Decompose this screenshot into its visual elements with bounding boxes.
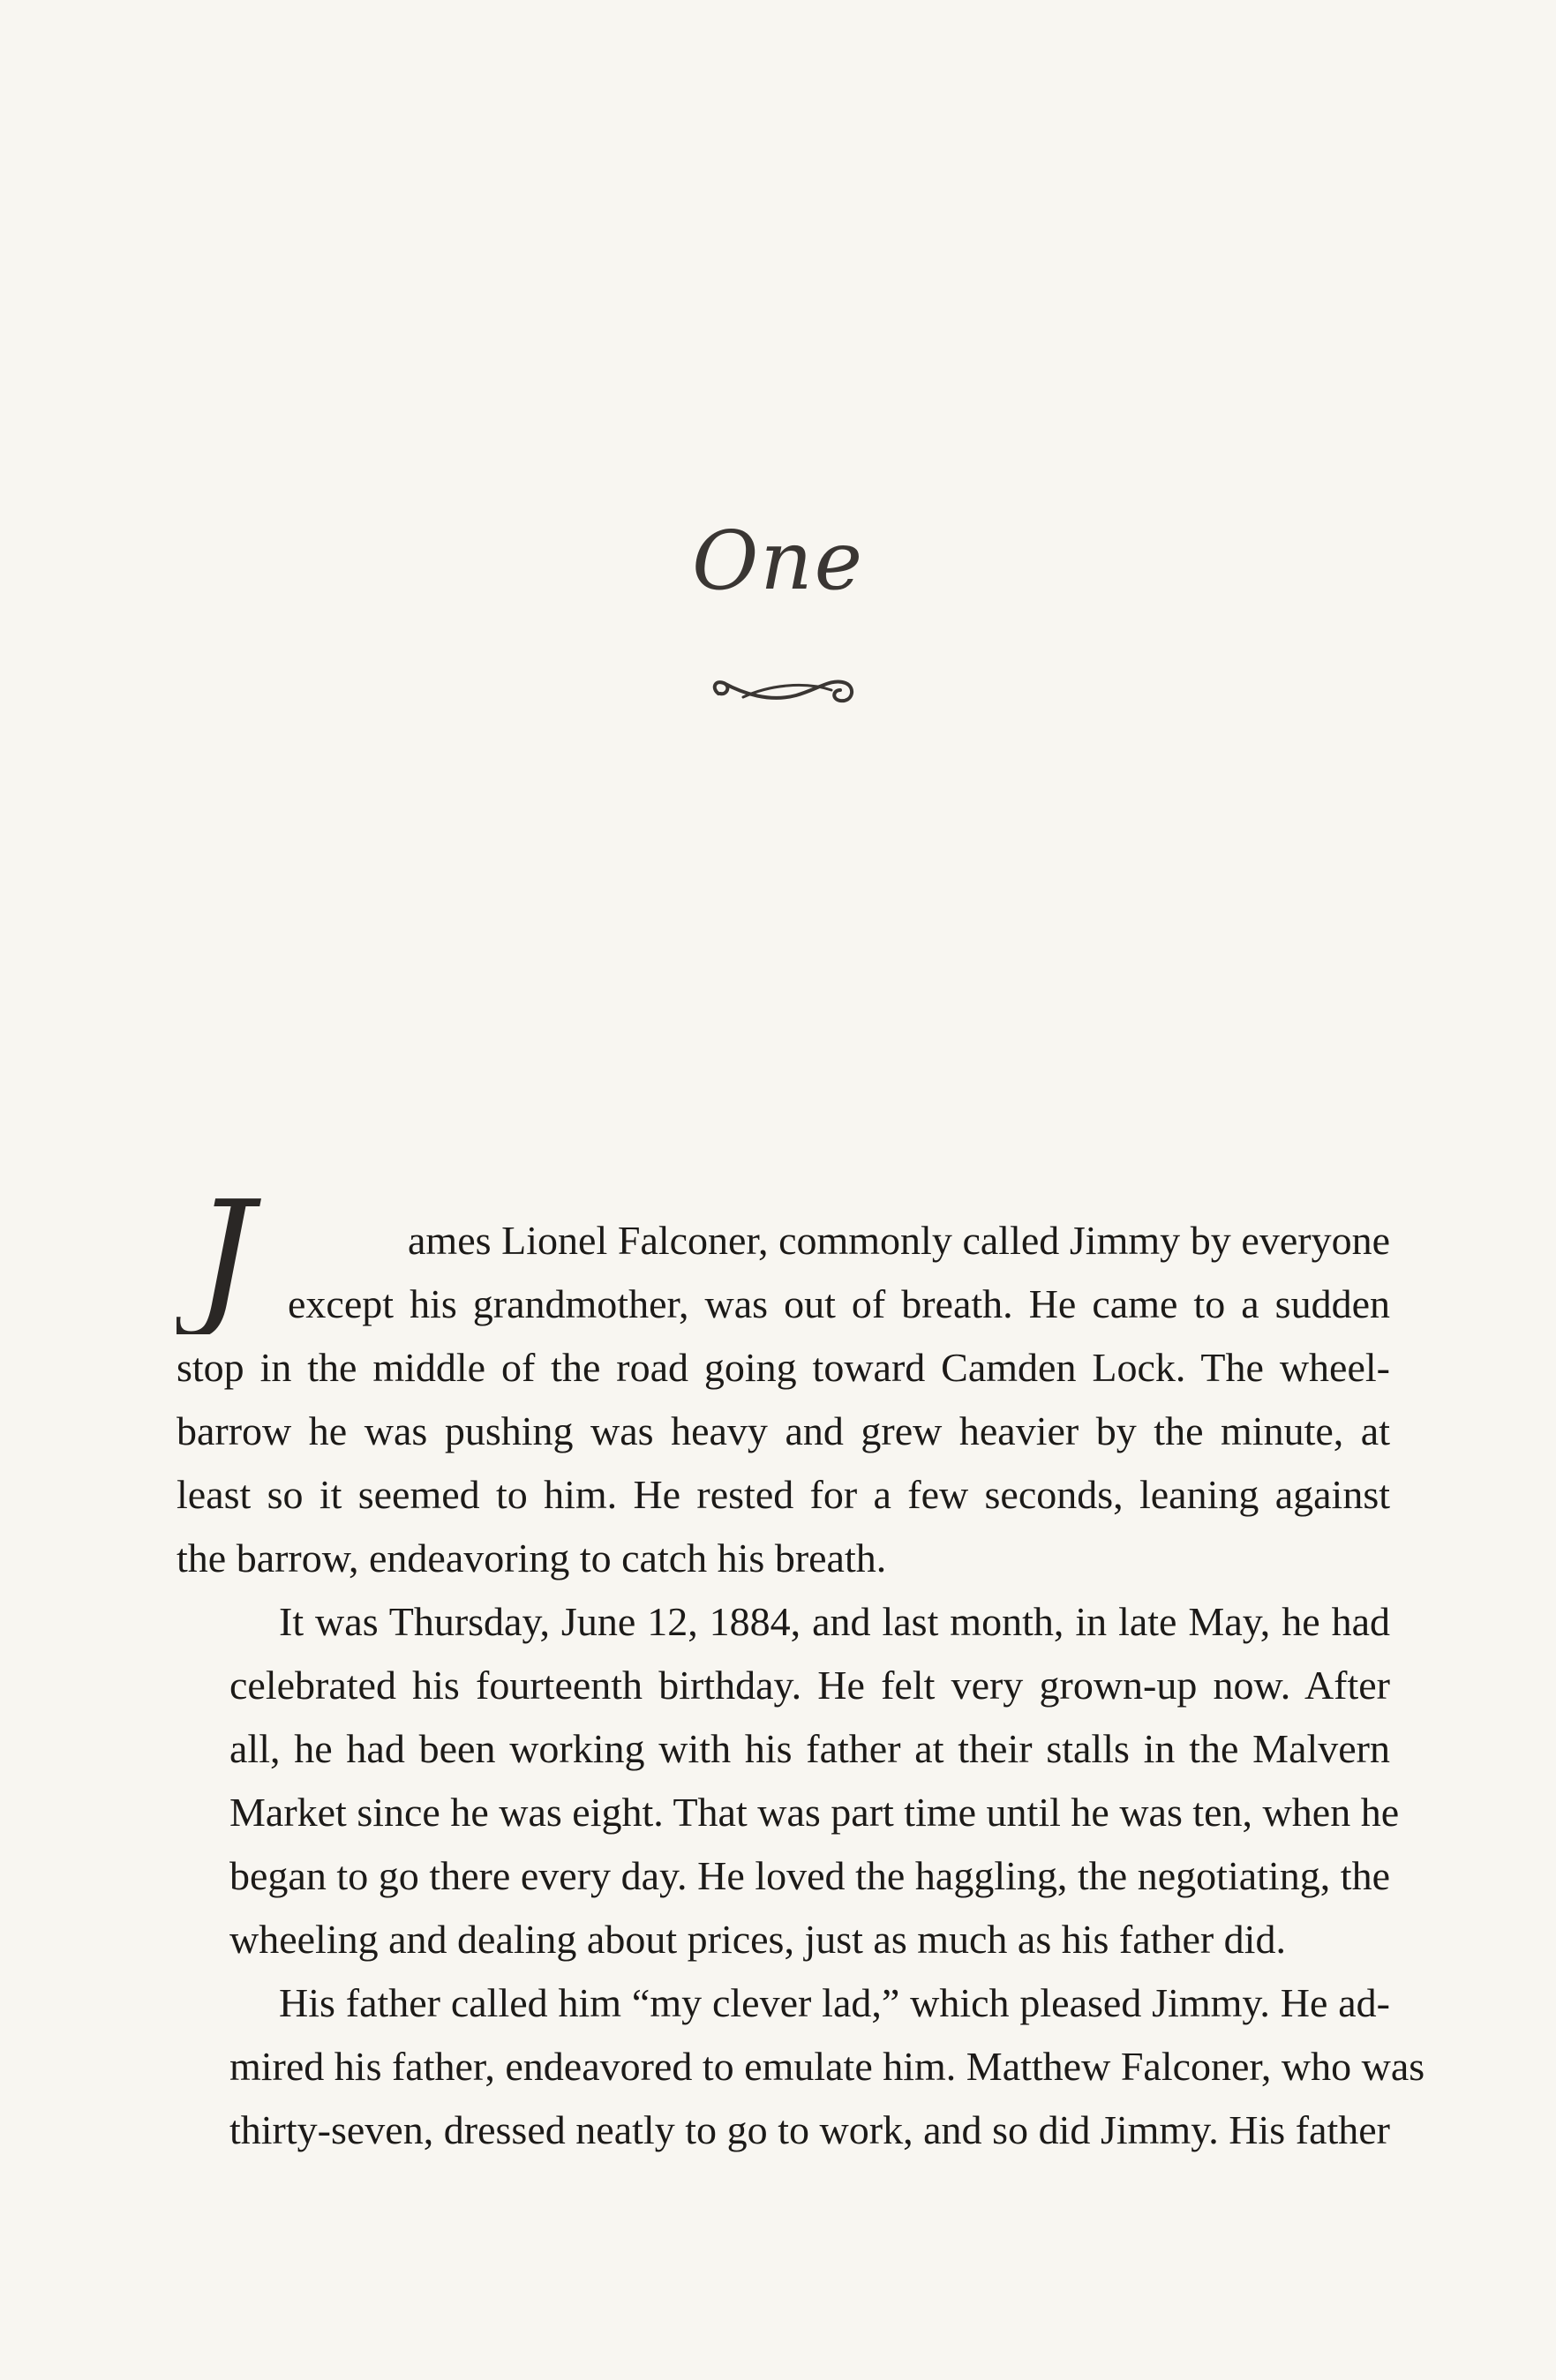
text-line: stop in the middle of the road going toward Camden Lock. The wheel- [177, 1345, 1390, 1390]
text-line: His father called him “my clever lad,” which pleased Jimmy. He ad- [279, 1980, 1390, 2025]
text-line: least so it seemed to him. He rested for a few seconds, leaning against [177, 1472, 1390, 1517]
text-line: thirty-seven, dressed neatly to go to work, and so did Jimmy. His father [229, 2107, 1390, 2152]
paragraph-3 [177, 1971, 1425, 2162]
paragraph-2 [177, 1590, 1400, 1971]
chapter-title: One [691, 514, 865, 608]
text-line: began to go there every day. He loved the haggling, the negotiating, the [229, 1853, 1390, 1898]
text-line: except his grandmother, was out of breath. He came to a sudden [288, 1281, 1390, 1326]
text-line: It was Thursday, June 12, 1884, and last month, in late May, he had [279, 1599, 1390, 1644]
text-line: mired his father, endeavored to emulate him. Matthew Falconer, who was [229, 2044, 1425, 2089]
drop-cap-letter: J [194, 1184, 255, 1334]
chapter-body [177, 1209, 1425, 2162]
text-line: Market since he was eight. That was part time until he was ten, when he [229, 1790, 1400, 1835]
text-line: wheeling and dealing about prices, just as much as his father did. [229, 1917, 1286, 1962]
text-line: the barrow, endeavoring to catch his breath. [177, 1535, 887, 1580]
paragraph-1 [177, 1209, 1390, 1590]
text-line: ames Lionel Falconer, commonly called Jimmy by everyone [408, 1218, 1390, 1263]
text-line: barrow he was pushing was heavy and grew heavier by the minute, at [177, 1408, 1390, 1453]
text-line: celebrated his fourteenth birthday. He felt very grown-up now. After [229, 1663, 1390, 1708]
text-line: all, he had been working with his father at their stalls in the Malvern [229, 1726, 1390, 1771]
flourish-ornament-icon [708, 664, 858, 717]
